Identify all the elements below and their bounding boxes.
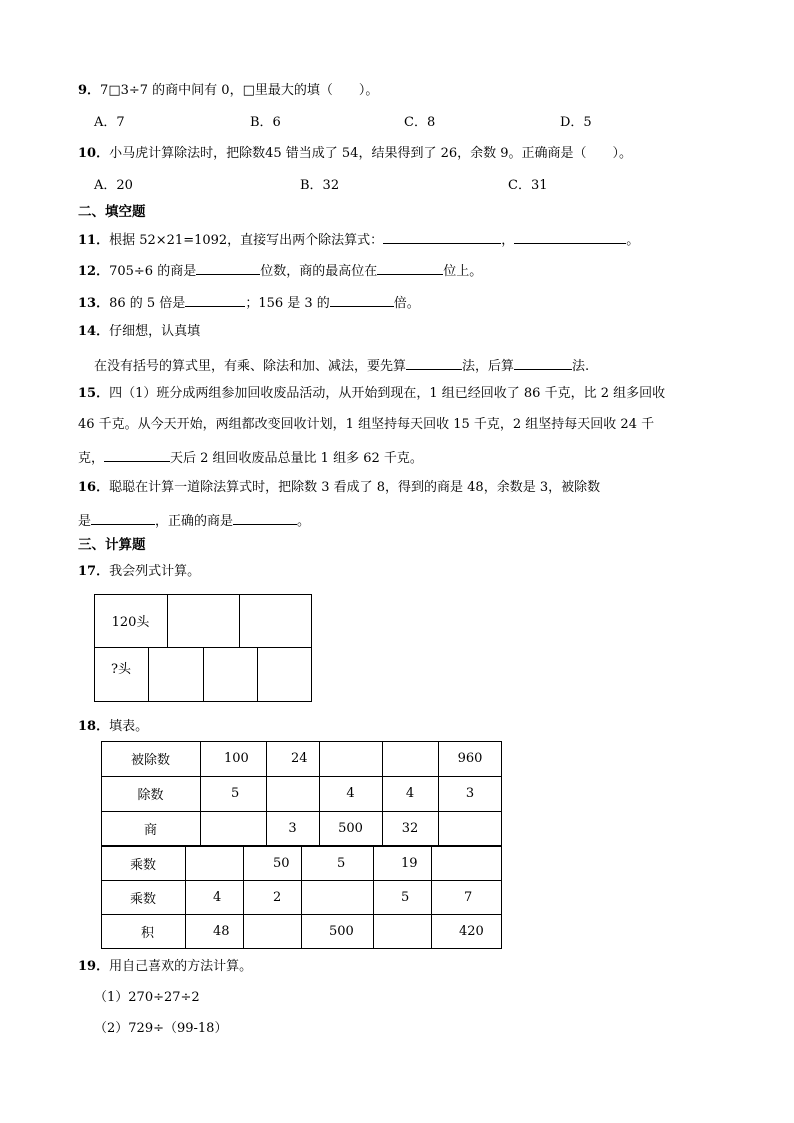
q17-top-label: 120头 [111,615,150,630]
table-cell[interactable] [319,741,382,776]
q16-blank-2[interactable] [233,510,297,525]
table-cell[interactable]: 5 [231,786,240,801]
table-cell[interactable]: 5 [337,855,346,871]
table-cell[interactable]: 4 [405,786,415,801]
q9-option-d[interactable]: D．5 [560,115,592,130]
section-calculation-heading: 三、计算题 [78,537,146,553]
q15-line1: 15．四（1）班分成两组参加回收废品活动，从开始到现在，1 组已经回收了 86 千克，比 2 组多回收 [78,386,666,401]
q10-option-a[interactable]: A．20 [94,178,133,193]
q11-blank-1[interactable] [383,229,501,244]
div-header-divisor: 除数 [137,788,164,803]
q17-top-divider-2 [239,594,240,647]
q16-line1: 16．聪聪在计算一道除法算式时，把除数 3 看成了 8，得到的商是 48，余数是 3，被除数 [78,480,601,495]
q19-item-1: （1）270÷27÷2 [94,990,200,1005]
q15-blank[interactable] [104,447,170,462]
table-cell[interactable] [438,811,502,846]
q14-blank-2[interactable] [514,355,572,370]
table-cell[interactable] [382,741,438,776]
table-cell[interactable]: 3 [288,821,297,836]
q12-stem: 12．705÷6 的商是 位数，商的最高位在 位上。 [78,260,482,281]
q10-option-b[interactable]: B．32 [300,178,340,193]
q9-option-b[interactable]: B．6 [250,115,281,130]
table-cell[interactable]: 5 [401,889,410,905]
q16-blank-1[interactable] [91,510,155,525]
q19-stem: 19．用自己喜欢的方法计算。 [78,959,253,974]
q10-stem: 10．小马虎计算除法时，把除数45 错当成了 54，结果得到了 26，余数 9。正确商是（ ）。 [78,146,633,161]
q17-bottom-divider-2 [203,647,204,702]
table-cell[interactable]: 7 [464,889,473,905]
q14-stem: 14．仔细想，认真填 [78,324,201,339]
q17-stem: 17．我会列式计算。 [78,564,201,579]
section-fill-blank-heading: 二、填空题 [78,204,146,220]
q11-blank-2[interactable] [514,229,626,244]
table-cell[interactable] [373,914,431,949]
table-cell[interactable]: 32 [401,821,419,836]
table-cell[interactable] [200,811,266,846]
table-cell[interactable]: 48 [213,924,230,939]
q9-option-a[interactable]: A．7 [94,115,125,130]
table-cell[interactable]: 100 [224,751,249,766]
table-cell[interactable] [431,846,502,880]
q17-top-divider-1 [167,594,168,647]
q12-blank-2[interactable] [377,260,443,275]
q17-bottom-divider-1 [148,647,149,702]
mul-header-factor-1: 乘数 [129,857,156,873]
q12-blank-1[interactable] [196,260,260,275]
table-cell[interactable]: 19 [401,855,418,871]
table-cell[interactable] [266,776,319,811]
q13-blank-1[interactable] [185,292,245,307]
q19-item-2: （2）729÷（99-18） [94,1021,228,1036]
q9-stem: 9．7□3÷7 的商中间有 0，□里最大的填（ ）。 [78,83,379,98]
q17-bottom-divider-3 [257,647,258,702]
table-cell[interactable]: 3 [465,786,475,801]
table-cell[interactable]: 50 [273,855,290,871]
q10-option-c[interactable]: C．31 [508,178,548,193]
q11-stem: 11．根据 52×21=1092，直接写出两个除法算式： ， 。 [78,229,639,250]
table-cell[interactable]: 24 [291,751,308,766]
q15-line2: 46 千克。从今天开始，两组都改变回收计划，1 组坚持每天回收 15 千克，2 组坚持每天回收 24 千 [78,417,655,432]
table-cell[interactable]: 4 [346,786,355,801]
table-cell[interactable]: 420 [459,924,484,939]
mul-header-product: 积 [141,926,155,941]
table-cell[interactable] [185,846,243,880]
table-cell[interactable]: 500 [329,924,354,939]
q17-bottom-label: ?头 [111,661,131,677]
q13-stem: 13．86 的 5 倍是 ；156 是 3 的 倍。 [78,292,420,313]
mul-header-factor-2: 乘数 [129,891,156,907]
table-cell[interactable]: 500 [338,821,363,836]
q14-blank-1[interactable] [406,355,462,370]
div-header-dividend: 被除数 [130,753,170,768]
q15-line3: 克， 天后 2 组回收废品总量比 1 组多 62 千克。 [78,447,423,468]
q14-line2: 在没有括号的算式里，有乘、除法和加、减法，要先算 法，后算 法. [94,355,589,376]
table-cell[interactable]: 960 [457,751,483,766]
table-cell[interactable] [301,880,373,914]
q13-blank-2[interactable] [330,292,394,307]
q18-stem: 18．填表。 [78,719,149,734]
q9-option-c[interactable]: C．8 [404,115,436,130]
table-cell[interactable]: 4 [213,889,222,905]
table-cell[interactable]: 2 [273,889,282,905]
table-cell[interactable] [243,914,301,949]
q16-line2: 是 ，正确的商是 。 [78,510,310,531]
div-header-quotient: 商 [143,823,157,838]
